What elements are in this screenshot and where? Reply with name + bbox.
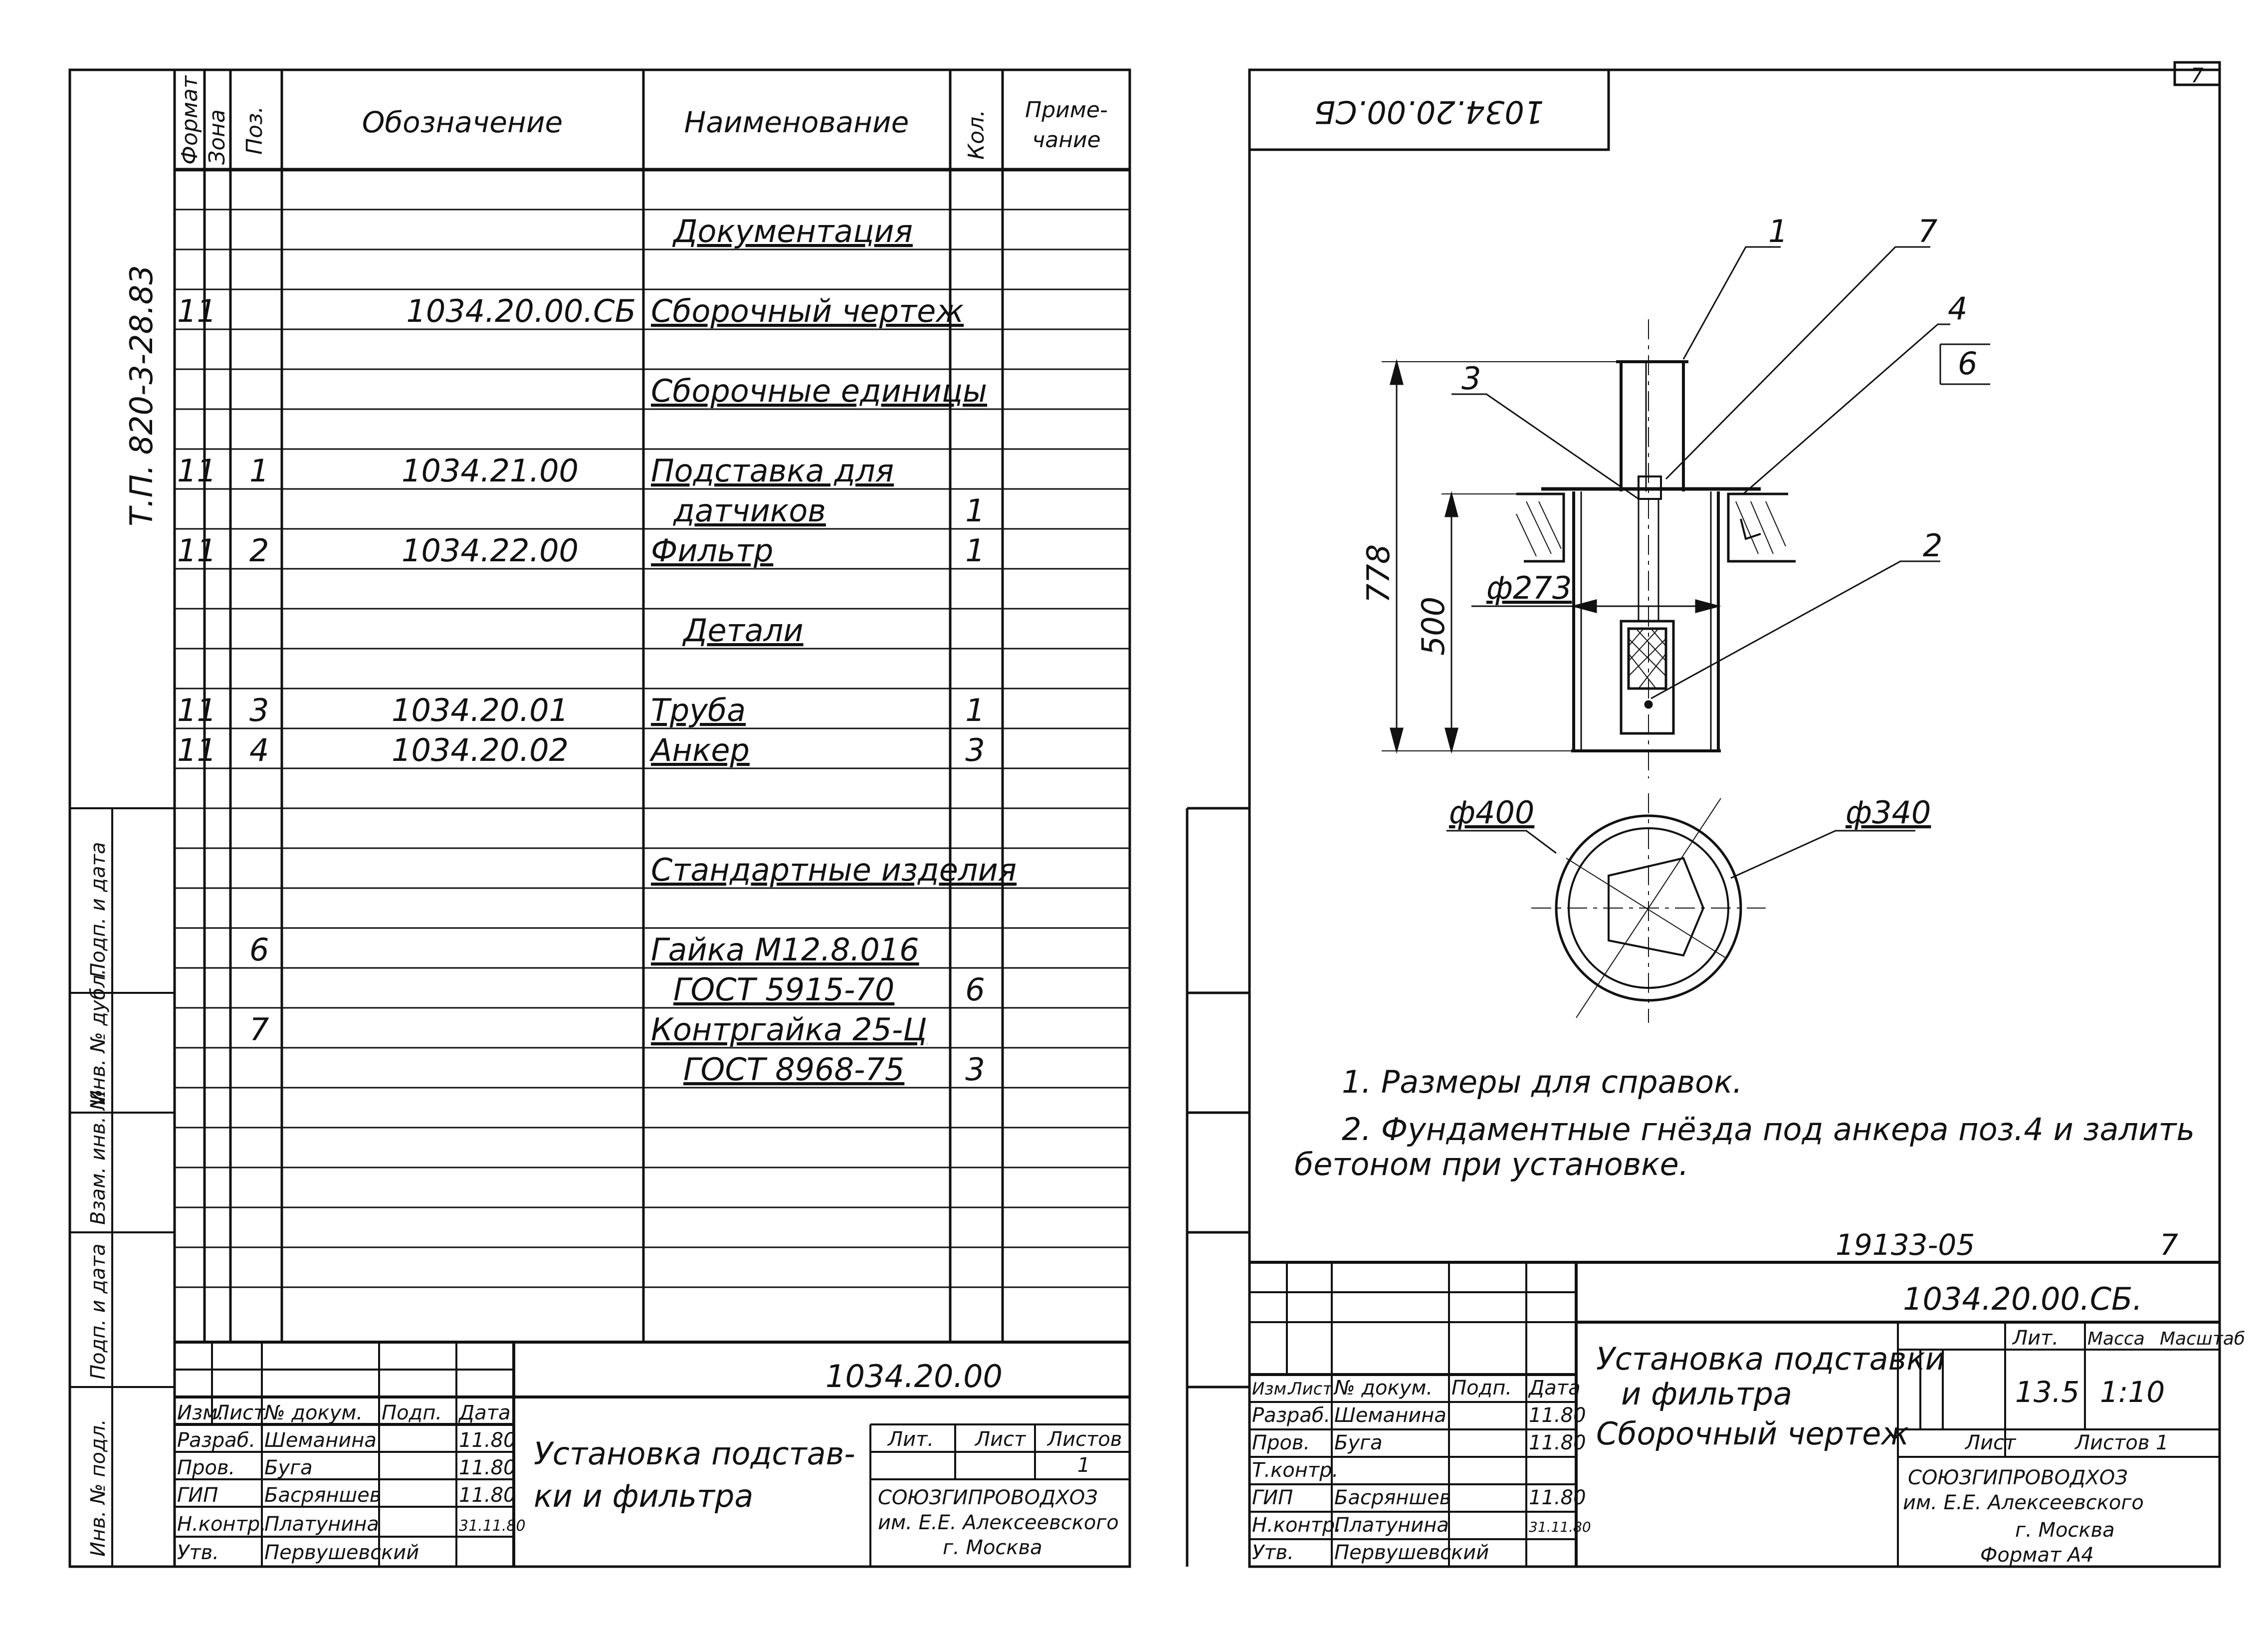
svg-text:1: 1 [965, 492, 985, 529]
svg-text:Разраб.: Разраб. [177, 1429, 256, 1452]
svg-text:1034.21.00: 1034.21.00 [402, 453, 579, 489]
scale-value: 1:10 [2100, 1375, 2165, 1409]
callout-2: 2 [1923, 527, 1943, 564]
svg-text:11.80: 11.80 [1529, 1404, 1586, 1427]
svg-text:Инв. № подл.: Инв. № подл. [87, 1419, 110, 1557]
svg-text:Анкер: Анкер [651, 732, 750, 768]
drawing-title-line1: Установка подставки [1596, 1341, 1945, 1377]
svg-text:11.80: 11.80 [1529, 1431, 1586, 1454]
svg-text:Контргайка 25-Ц: Контргайка 25-Ц [651, 1011, 927, 1048]
svg-text:Буга: Буга [264, 1456, 313, 1479]
svg-text:Н.контр.: Н.контр. [177, 1513, 266, 1536]
svg-text:1: 1 [1077, 1454, 1090, 1477]
spec-side-strip [70, 808, 175, 1567]
svg-text:1034.22.00: 1034.22.00 [402, 532, 579, 569]
filter [1621, 621, 1673, 733]
svg-text:Масса: Масса [2087, 1329, 2145, 1349]
svg-text:7: 7 [249, 1011, 269, 1048]
header-format: Формат [177, 75, 203, 165]
mass-value: 13.5 [2015, 1375, 2080, 1409]
svg-text:11.80: 11.80 [459, 1429, 516, 1452]
svg-text:СОЮЗГИПРОВОДХОЗ: СОЮЗГИПРОВОДХОЗ [878, 1486, 1098, 1509]
svg-text:г. Москва: г. Москва [2015, 1519, 2115, 1542]
svg-text:Утв.: Утв. [1252, 1541, 1294, 1564]
svg-text:Изм.: Изм. [1252, 1379, 1292, 1399]
svg-text:Басряншев: Басряншев [264, 1484, 382, 1507]
svg-text:11: 11 [177, 453, 216, 489]
svg-text:1: 1 [249, 453, 269, 489]
svg-text:Масштаб: Масштаб [2160, 1329, 2246, 1349]
dim-d400: ф400 [1449, 794, 1535, 831]
spec-title-line1: Установка подстав- [534, 1435, 855, 1472]
svg-text:Инв. № дубл.: Инв. № дубл. [87, 968, 110, 1105]
page-number: 7 [2160, 1228, 2178, 1262]
header-designation: Обозначение [362, 105, 563, 139]
table-row [177, 293, 964, 329]
svg-text:Подп. и дата: Подп. и дата [87, 842, 110, 978]
table-row [249, 1011, 927, 1048]
svg-text:31.11.80: 31.11.80 [1529, 1519, 1591, 1535]
dim-500: 500 [1415, 596, 1451, 656]
section-documentation: Документация [673, 213, 913, 249]
svg-text:Фильтр: Фильтр [651, 532, 774, 569]
svg-text:Лит.: Лит. [888, 1428, 934, 1451]
svg-text:Лист: Лист [214, 1401, 265, 1424]
svg-text:Лист: Лист [975, 1428, 1026, 1451]
svg-text:Сборочный чертеж: Сборочный чертеж [651, 293, 964, 329]
svg-text:31.11.80: 31.11.80 [459, 1517, 526, 1535]
svg-text:Дата: Дата [1529, 1377, 1581, 1399]
svg-text:Буга: Буга [1334, 1431, 1383, 1454]
spec-side-labels [87, 842, 110, 1557]
table-row [177, 453, 894, 489]
drawing-texts [1294, 64, 2204, 1262]
svg-text:Лист: Лист [1289, 1379, 1333, 1399]
svg-text:Пров.: Пров. [177, 1456, 235, 1479]
svg-text:11: 11 [177, 532, 216, 569]
svg-text:ГИП: ГИП [1252, 1486, 1293, 1509]
svg-text:1: 1 [965, 692, 985, 728]
svg-text:Платунина: Платунина [264, 1513, 379, 1536]
corner-sheet-number: 7 [2191, 64, 2204, 87]
stamp-code: 1034.20.00.СБ [1314, 93, 1544, 130]
svg-text:Платунина: Платунина [1334, 1514, 1449, 1537]
section-assembly-units: Сборочные единицы [651, 373, 988, 409]
svg-text:11.80: 11.80 [1529, 1486, 1586, 1509]
svg-text:Листов: Листов [1047, 1428, 1122, 1451]
svg-text:Подставка для: Подставка для [651, 453, 894, 489]
svg-text:г. Москва: г. Москва [943, 1536, 1042, 1559]
callout-6: 6 [1958, 345, 1978, 382]
svg-text:Т.контр.: Т.контр. [1252, 1459, 1339, 1482]
svg-text:1034.20.00.СБ: 1034.20.00.СБ [406, 293, 636, 329]
album-number: 19133-05 [1836, 1228, 1975, 1262]
table-row [177, 532, 985, 569]
dim-d340: ф340 [1846, 794, 1931, 831]
svg-text:Взам. инв. №: Взам. инв. № [87, 1089, 110, 1225]
svg-text:Дата: Дата [459, 1401, 511, 1424]
svg-text:1034.20.01: 1034.20.01 [392, 692, 569, 728]
svg-text:Первушевский: Первушевский [264, 1541, 419, 1564]
svg-text:Гайка М12.8.016: Гайка М12.8.016 [651, 931, 919, 968]
drawing-title-line3: Сборочный чертеж [1596, 1415, 1909, 1452]
svg-text:11: 11 [177, 692, 216, 728]
svg-text:11.80: 11.80 [459, 1456, 516, 1479]
svg-text:Лит.: Лит. [2013, 1327, 2059, 1350]
header-pos: Поз. [242, 106, 267, 155]
svg-text:6: 6 [965, 971, 985, 1008]
svg-text:Лист: Лист [1965, 1431, 2016, 1454]
callout-4: 4 [1948, 290, 1968, 327]
note-2-cont: бетоном при установке. [1294, 1146, 1689, 1182]
svg-text:11: 11 [177, 293, 216, 329]
spec-title-block-text [177, 1358, 1122, 1564]
svg-text:Утв.: Утв. [177, 1541, 219, 1564]
table-row [177, 692, 985, 728]
dim-778: 778 [1360, 544, 1397, 604]
callout-1: 1 [1768, 213, 1788, 249]
table-row [177, 732, 985, 768]
drawing-code: 1034.20.00.СБ. [1903, 1281, 2143, 1317]
table-row [683, 1051, 985, 1088]
sensor-stand [1616, 362, 1688, 499]
section-details: Детали [683, 612, 804, 649]
svg-text:№ докум.: № докум. [264, 1401, 363, 1424]
section-standard-items: Стандартные изделия [651, 852, 1017, 888]
svg-text:ГИП: ГИП [177, 1484, 218, 1507]
svg-text:Подп. и дата: Подп. и дата [87, 1243, 110, 1380]
svg-text:3: 3 [965, 1051, 985, 1088]
table-row [249, 931, 919, 968]
svg-text:4: 4 [249, 732, 269, 768]
header-note-line2: чание [1032, 127, 1101, 153]
svg-text:Шеманина: Шеманина [1334, 1404, 1446, 1427]
svg-text:Листов 1: Листов 1 [2075, 1431, 2169, 1454]
spec-code: 1034.20.00 [825, 1358, 1003, 1394]
svg-text:Н.контр.: Н.контр. [1252, 1514, 1341, 1537]
svg-text:2: 2 [249, 532, 269, 569]
svg-text:Труба: Труба [651, 692, 746, 728]
svg-text:6: 6 [249, 931, 269, 968]
format-label: Формат А4 [1980, 1544, 2094, 1567]
svg-text:Разраб.: Разраб. [1252, 1404, 1331, 1427]
dim-d273: ф273 [1486, 570, 1572, 606]
svg-text:СОЮЗГИПРОВОДХОЗ: СОЮЗГИПРОВОДХОЗ [1908, 1466, 2128, 1489]
svg-text:№ докум.: № докум. [1334, 1377, 1433, 1399]
plan-view [1531, 793, 1766, 1023]
svg-text:11: 11 [177, 732, 216, 768]
callout-7: 7 [1918, 213, 1938, 249]
leader-lines [1451, 247, 1990, 698]
svg-text:им. Е.Е. Алексеевского: им. Е.Е. Алексеевского [878, 1511, 1119, 1534]
svg-text:Первушевский: Первушевский [1334, 1541, 1489, 1564]
header-qty: Кол. [964, 109, 989, 160]
table-row [673, 971, 985, 1008]
svg-text:Басряншев: Басряншев [1334, 1486, 1451, 1509]
table-row [673, 492, 985, 529]
svg-text:11.80: 11.80 [459, 1484, 516, 1507]
drawing-title-line2: и фильтра [1621, 1376, 1792, 1412]
vertical-doc-code: Т.П. 820-3-28.83 [123, 265, 160, 526]
svg-text:Шеманина: Шеманина [264, 1429, 377, 1452]
header-name: Наименование [684, 105, 909, 139]
svg-text:Подп.: Подп. [382, 1401, 442, 1424]
svg-text:Изм.: Изм. [177, 1401, 224, 1424]
note-1: 1. Размеры для справок. [1342, 1064, 1743, 1100]
svg-text:ГОСТ 5915-70: ГОСТ 5915-70 [673, 971, 895, 1008]
svg-text:Подп.: Подп. [1451, 1377, 1512, 1399]
svg-text:датчиков: датчиков [673, 492, 826, 529]
header-zone: Зона [205, 109, 230, 165]
spec-title-line2: ки и фильтра [534, 1478, 754, 1514]
note-2: 2. Фундаментные гнёзда под анкера поз.4 и залить [1342, 1111, 2195, 1148]
svg-text:1: 1 [965, 532, 985, 569]
svg-text:им. Е.Е. Алексеевского: им. Е.Е. Алексеевского [1903, 1491, 2144, 1514]
svg-text:Пров.: Пров. [1252, 1431, 1310, 1454]
callout-3: 3 [1461, 360, 1481, 397]
svg-text:1034.20.02: 1034.20.02 [392, 732, 569, 768]
svg-text:3: 3 [965, 732, 985, 768]
header-note-line1: Приме- [1025, 97, 1108, 123]
svg-text:ГОСТ 8968-75: ГОСТ 8968-75 [683, 1051, 905, 1088]
svg-text:3: 3 [249, 692, 269, 728]
